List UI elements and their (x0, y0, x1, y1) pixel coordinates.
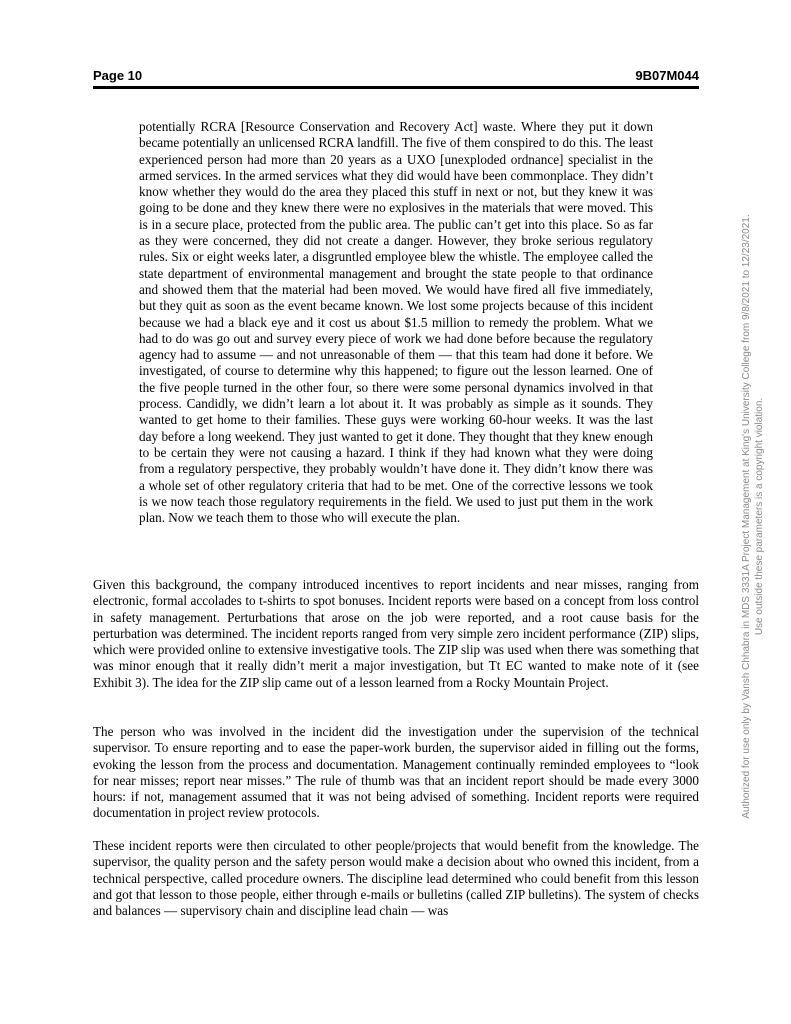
header-rule (93, 86, 699, 89)
watermark-line-1: Authorized for use only by Vansh Chhabra in MDS 3331A Project Management at King's University College from 9/8/2021 to 12/23/2021. (741, 214, 752, 819)
paragraph-incentives: Given this background, the company introduced incentives to report incidents and near misses, ranging from electronic, formal accolades to t-shirts to spot bonuses. Incident reports were based on a concept from loss control in safety management. Perturbations that arose on the job were reported, and a root cause basis for the perturbation was determined. The incident reports ranged from very simple zero incident performance (ZIP) slips, which were provided online to extensive investigative tools. The ZIP slip was used when there was something that was minor enough that it really didn’t merit a major investigation, but Tt EC wanted to make note of it (see Exhibit 3). The idea for the ZIP slip came out of a lesson learned from a Rocky Mountain Project. (93, 577, 699, 690)
paragraph-circulation: These incident reports were then circulated to other people/projects that would benefit from the knowledge. The supervisor, the quality person and the safety person would make a decision about who owned this incident, from a technical perspective, called procedure owners. The discipline lead determined who could benefit from this lesson and got that lesson to those people, either through e-mails or bulletins (called ZIP bulletins). The system of checks and balances — supervisory chain and discipline lead chain — was (93, 838, 699, 919)
indented-quote: potentially RCRA [Resource Conservation and Recovery Act] waste. Where they put it down became potentially an unlicensed RCRA landfill. The five of them conspired to do this. The least experienced person had more than 20 years as a UXO [unexploded ordnance] specialist in the armed services. In the armed services what they did would have been commonplace. They didn’t know whether they would do the area they placed this stuff in next or not, but they knew it was going to be done and they knew there were no explosives in the materials that were moved. This is in a secure place, protected from the public area. The public can’t get into this place. So as far as they were concerned, they did not create a danger. However, they broke serious regulatory rules. Six or eight weeks later, a disgruntled employee blew the whistle. The employee called the state department of environmental management and brought the state people to that ordinance and showed them that the material had been moved. We would have fired all five immediately, but they quit as soon as the event became known. We lost some projects because of this incident because we had a black eye and it cost us about $1.5 million to remedy the problem. What we had to do was go out and survey every piece of work we had done before because the regulatory agency had to assume — and not unreasonable of them — that this team had done it before. We investigated, of course to determine why this happened; to figure out the lesson learned. One of the five people turned in the other four, so there were some personal dynamics involved in that process. Candidly, we didn’t learn a lot about it. It was probably as simple as it sounds. They wanted to get home to their families. These guys were working 60-hour weeks. It was the last day before a long weekend. They just wanted to get it done. They thought that they knew enough to be certain they were not causing a hazard. I think if they had known what they were doing from a regulatory perspective, they probably wouldn’t have done it. They didn’t know there was a whole set of other regulatory criteria that had to be met. One of the corrective lessons we took is we now teach those regulatory requirements in the field. We used to just put them in the work plan. Now we teach them to those who will execute the plan. (139, 119, 653, 526)
paragraph-investigation: The person who was involved in the incident did the investigation under the supervision of the technical supervisor. To ensure reporting and to ease the paper-work burden, the supervisor aided in filling out the forms, evoking the lesson from the process and documentation. Management continually reminded employees to “look for near misses; report near misses.” The rule of thumb was that an incident report should be made every 3000 hours: if not, management assumed that it was not being advised of something. Incident reports were required documentation in project review protocols. (93, 724, 699, 821)
watermark-line-2: Use outside these parameters is a copyright violation. (754, 397, 765, 636)
page-number: Page 10 (93, 68, 143, 83)
page-header (93, 68, 699, 83)
case-code: 9B07M044 (635, 68, 699, 83)
copyright-watermark (740, 205, 770, 828)
